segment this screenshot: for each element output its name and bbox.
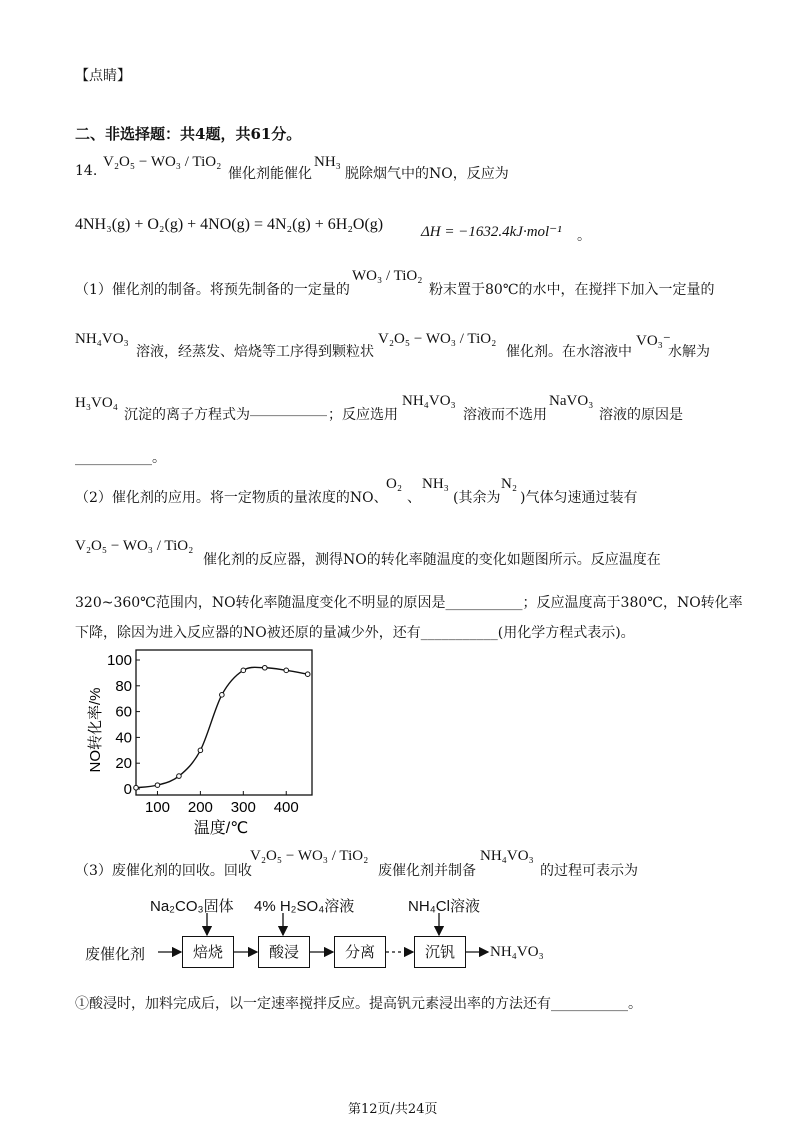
data-point	[177, 774, 182, 779]
p1-navo3: NaVO₃	[549, 393, 594, 409]
data-point	[262, 665, 267, 670]
p2-sep: 、	[407, 490, 421, 506]
q14-equation: 4NH₃(g) + O₂(g) + 4NO(g) = 4N₂(g) + 6H₂O(g)	[75, 216, 384, 233]
flow-step-precipitate: 沉钒	[414, 936, 466, 968]
p1-line4: ___________。	[75, 450, 166, 466]
q14-deltaH: ΔH = −1632.4kJ·mol⁻¹	[421, 224, 562, 240]
y-tick-label: 40	[115, 729, 132, 747]
x-axis-label: 温度/℃	[193, 820, 249, 837]
data-point	[305, 672, 310, 677]
data-point	[198, 748, 203, 753]
data-point	[155, 783, 160, 788]
page-footer: 第12页/共24页	[348, 1102, 438, 1117]
y-tick-label: 60	[115, 703, 132, 721]
reagent-nh4cl: NH₄Cl溶液	[408, 898, 480, 915]
p1-line3d: 溶液的原因是	[599, 407, 683, 423]
q14-intro-mid: 催化剂能催化	[228, 166, 312, 182]
x-tick-label: 100	[144, 799, 170, 816]
y-tick-label: 100	[106, 652, 132, 669]
p1-nh4vo3b: NH₄VO₃	[402, 393, 456, 409]
p1-nh4vo3: NH₄VO₃	[75, 331, 129, 347]
q14-deltaH-end: 。	[577, 228, 591, 244]
p3-question1: ①酸浸时，加料完成后，以一定速率搅拌反应。提高钒元素浸出率的方法还有___________。	[75, 996, 642, 1012]
q14-number: 14.	[75, 163, 98, 179]
series-line	[136, 667, 308, 787]
p1-line1b: 粉末置于80℃的水中，在搅拌下加入一定量的	[429, 282, 715, 298]
q14-intro-end: 脱除烟气中的NO，反应为	[345, 166, 509, 182]
p1-line3a: 沉淀的离子方程式为	[124, 407, 250, 423]
flow-step-separate: 分离	[334, 936, 386, 968]
y-tick-label: 20	[115, 755, 132, 773]
data-point	[241, 668, 246, 673]
p2-o2: O₂	[386, 476, 403, 492]
p1-line2c: 水解为	[668, 344, 710, 360]
p1-blank: ___________	[250, 401, 327, 417]
plot-frame	[136, 650, 312, 795]
y-tick-label: 0	[123, 781, 132, 798]
p2-line1a: （2）催化剂的应用。将一定物质的量浓度的NO、	[75, 490, 388, 506]
data-point	[220, 693, 225, 698]
p1-line2a: 溶液，经蒸发、焙烧等工序得到颗粒状	[136, 344, 374, 360]
q14-catalyst: V₂O₅ − WO₃ / TiO₂	[103, 154, 222, 170]
p2-line4: 下降，除因为进入反应器的NO被还原的量减少外，还有___________(用化学方程式表示)。	[75, 625, 635, 641]
p1-line2b: 催化剂。在水溶液中	[506, 344, 632, 360]
p1-vo3: VO₃⁻	[636, 333, 671, 349]
p2-line1b: (其余为	[453, 490, 501, 506]
p2-line1c: )气体匀速通过装有	[520, 490, 638, 506]
dianjing-label: 【点睛】	[75, 68, 131, 84]
p1-line1a: （1）催化剂的制备。将预先制备的一定量的	[75, 282, 350, 298]
p1-line3c: 溶液而不选用	[463, 407, 547, 423]
flow-input: 废催化剂	[85, 946, 146, 963]
reagent-h2so4: 4% H₂SO₄溶液	[254, 898, 355, 915]
data-point	[134, 785, 139, 790]
flow-step-acid-leach: 酸浸	[258, 936, 310, 968]
flow-step-roast: 焙烧	[182, 936, 234, 968]
p2-line3: 320~360℃范围内，NO转化率随温度变化不明显的原因是___________；反应温度高于380℃，NO转化率	[75, 595, 743, 611]
reagent-na2co3: Na₂CO₃固体	[150, 898, 234, 915]
p1-catalyst: V₂O₅ − WO₃ / TiO₂	[378, 331, 497, 347]
section-title: 二、非选择题：共4题，共61分。	[75, 125, 302, 143]
flow-output: NH₄VO₃	[490, 944, 544, 960]
p2-n2: N₂	[501, 476, 518, 492]
x-tick-label: 300	[230, 799, 256, 816]
p3-line1c: 的过程可表示为	[540, 863, 638, 879]
y-axis-label: NO转化率/%	[87, 687, 104, 773]
y-tick-label: 80	[115, 677, 132, 695]
p1-wo3tio2: WO₃ / TiO₂	[352, 268, 423, 284]
x-tick-label: 400	[273, 799, 299, 816]
p3-nh4vo3: NH₄VO₃	[480, 848, 534, 864]
q14-nh3: NH₃	[314, 154, 341, 170]
p3-line1b: 废催化剂并制备	[378, 863, 476, 879]
p3-line1a: （3）废催化剂的回收。回收	[75, 863, 252, 879]
data-point	[284, 668, 289, 673]
p2-line2: 催化剂的反应器，测得NO的转化率随温度的变化如题图所示。反应温度在	[203, 552, 661, 568]
p2-catalyst: V₂O₅ − WO₃ / TiO₂	[75, 538, 194, 554]
p1-line3b: ；反应选用	[328, 407, 398, 423]
p1-h3vo4: H₃VO₄	[75, 395, 118, 411]
x-tick-label: 200	[187, 799, 213, 816]
p2-nh3: NH₃	[422, 476, 449, 492]
p3-catalyst: V₂O₅ − WO₃ / TiO₂	[250, 848, 369, 864]
